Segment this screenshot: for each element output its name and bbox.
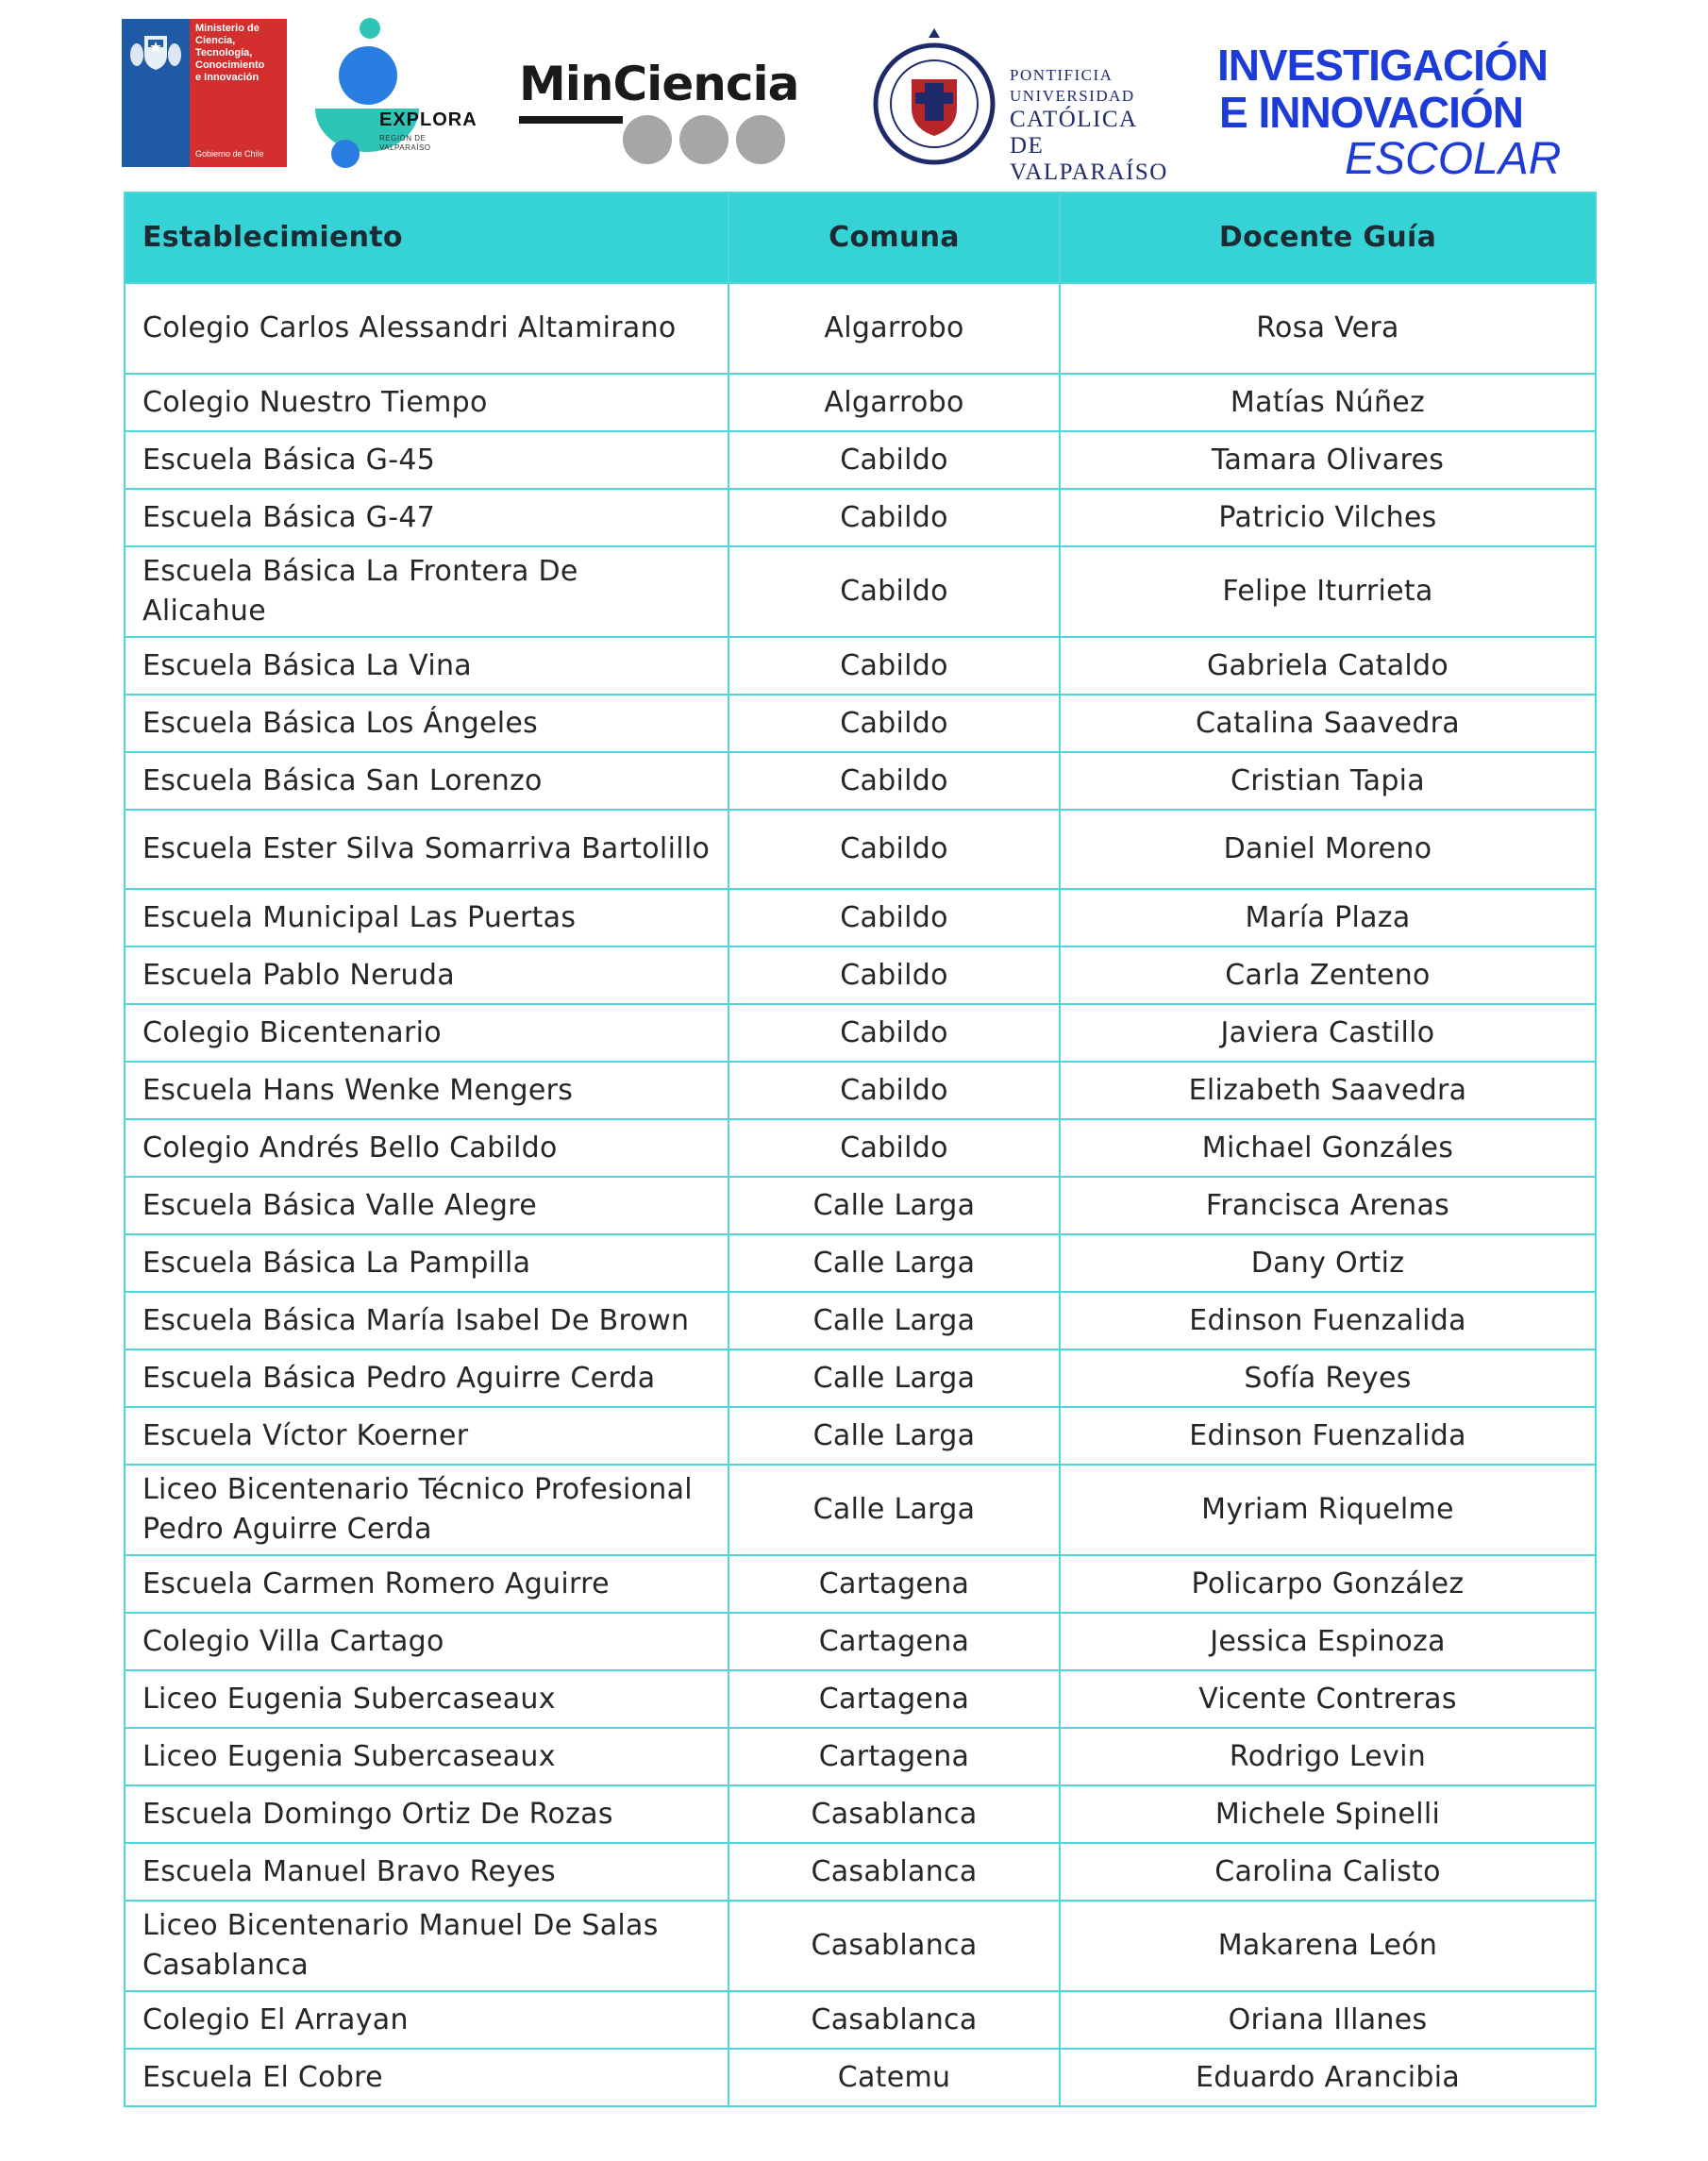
cell-establecimiento: Colegio Nuestro Tiempo	[125, 374, 728, 431]
cell-comuna: Cabildo	[728, 1119, 1060, 1177]
cell-docente: Felipe Iturrieta	[1060, 546, 1596, 637]
header-establecimiento: Establecimiento	[125, 193, 728, 283]
cell-docente: Edinson Fuenzalida	[1060, 1292, 1596, 1349]
table-row	[125, 1991, 1596, 2049]
cell-docente: Oriana Illanes	[1060, 1991, 1596, 2049]
pucv-line1: PONTIFICIA	[1010, 66, 1114, 84]
cell-comuna: Cabildo	[728, 889, 1060, 946]
cell-establecimiento: Colegio Andrés Bello Cabildo	[125, 1119, 728, 1177]
cell-establecimiento: Liceo Bicentenario Manuel De Salas Casablanca	[125, 1901, 728, 1991]
cell-comuna: Calle Larga	[728, 1234, 1060, 1292]
cell-establecimiento: Escuela Básica La Vina	[125, 637, 728, 695]
cell-comuna: Cartagena	[728, 1670, 1060, 1728]
cell-docente: Patricio Vilches	[1060, 489, 1596, 546]
cell-docente: Gabriela Cataldo	[1060, 637, 1596, 695]
header-docente: Docente Guía	[1060, 193, 1596, 283]
cell-docente: Dany Ortiz	[1060, 1234, 1596, 1292]
cell-establecimiento: Colegio Bicentenario	[125, 1004, 728, 1062]
table-row	[125, 1785, 1596, 1843]
cell-establecimiento: Escuela Domingo Ortiz De Rozas	[125, 1785, 728, 1843]
table-row	[125, 1407, 1596, 1465]
cell-establecimiento: Escuela Manuel Bravo Reyes	[125, 1843, 728, 1901]
pucv-line2: UNIVERSIDAD	[1010, 87, 1135, 105]
cell-docente: Tamara Olivares	[1060, 431, 1596, 489]
cell-establecimiento: Escuela Municipal Las Puertas	[125, 889, 728, 946]
cell-docente: Michael Gonzáles	[1060, 1119, 1596, 1177]
cell-docente: Eduardo Arancibia	[1060, 2049, 1596, 2106]
table-row	[125, 637, 1596, 695]
table-row	[125, 1119, 1596, 1177]
table-row	[125, 431, 1596, 489]
cell-comuna: Cabildo	[728, 431, 1060, 489]
iie-line1: INVESTIGACIÓN	[1217, 41, 1548, 90]
cell-comuna: Cabildo	[728, 810, 1060, 889]
header-comuna: Comuna	[728, 193, 1060, 283]
cell-docente: Rosa Vera	[1060, 283, 1596, 374]
cell-establecimiento: Escuela Básica Los Ángeles	[125, 695, 728, 752]
cell-comuna: Cabildo	[728, 695, 1060, 752]
cell-establecimiento: Escuela Básica Valle Alegre	[125, 1177, 728, 1234]
cell-comuna: Cabildo	[728, 752, 1060, 810]
table-row	[125, 1062, 1596, 1119]
cell-docente: Michele Spinelli	[1060, 1785, 1596, 1843]
cell-comuna: Casablanca	[728, 1785, 1060, 1843]
cell-establecimiento: Escuela Básica La Pampilla	[125, 1234, 728, 1292]
cell-docente: Rodrigo Levin	[1060, 1728, 1596, 1785]
cell-comuna: Cabildo	[728, 489, 1060, 546]
cell-establecimiento: Escuela Básica G-45	[125, 431, 728, 489]
cell-comuna: Cabildo	[728, 637, 1060, 695]
cell-establecimiento: Escuela Básica San Lorenzo	[125, 752, 728, 810]
cell-establecimiento: Liceo Eugenia Subercaseaux	[125, 1728, 728, 1785]
table-row	[125, 1613, 1596, 1670]
cell-establecimiento: Escuela El Cobre	[125, 2049, 728, 2106]
pucv-wordmark	[1010, 65, 1172, 186]
explora-name: EXPLORA	[379, 109, 477, 130]
cell-docente: Daniel Moreno	[1060, 810, 1596, 889]
table-row	[125, 1728, 1596, 1785]
cell-docente: Carolina Calisto	[1060, 1843, 1596, 1901]
cell-docente: Francisca Arenas	[1060, 1177, 1596, 1234]
cell-comuna: Calle Larga	[728, 1177, 1060, 1234]
cell-comuna: Cartagena	[728, 1728, 1060, 1785]
cell-establecimiento: Colegio El Arrayan	[125, 1991, 728, 2049]
minciencia-name: MinCiencia	[519, 57, 799, 111]
table-row	[125, 546, 1596, 637]
cell-establecimiento: Colegio Villa Cartago	[125, 1613, 728, 1670]
cell-establecimiento: Escuela Pablo Neruda	[125, 946, 728, 1004]
cell-docente: Edinson Fuenzalida	[1060, 1407, 1596, 1465]
table-row	[125, 489, 1596, 546]
cell-establecimiento: Escuela Básica G-47	[125, 489, 728, 546]
cell-establecimiento: Colegio Carlos Alessandri Altamirano	[125, 283, 728, 374]
table-row	[125, 2049, 1596, 2106]
table-row	[125, 752, 1596, 810]
cell-comuna: Calle Larga	[728, 1407, 1060, 1465]
cell-comuna: Cartagena	[728, 1555, 1060, 1613]
cell-docente: Myriam Riquelme	[1060, 1465, 1596, 1555]
cell-establecimiento: Escuela Básica Pedro Aguirre Cerda	[125, 1349, 728, 1407]
schools-table	[124, 192, 1597, 2107]
minciencia-circles-icon	[517, 57, 800, 165]
pucv-line4: VALPARAÍSO	[1010, 159, 1168, 185]
table-row	[125, 1004, 1596, 1062]
cell-comuna: Casablanca	[728, 1991, 1060, 2049]
cell-comuna: Cabildo	[728, 1004, 1060, 1062]
cell-docente: Jessica Espinoza	[1060, 1613, 1596, 1670]
table-row	[125, 1555, 1596, 1613]
cell-comuna: Catemu	[728, 2049, 1060, 2106]
cell-establecimiento: Escuela Ester Silva Somarriva Bartolillo	[125, 810, 728, 889]
table-row	[125, 1901, 1596, 1991]
cell-comuna: Cabildo	[728, 546, 1060, 637]
cell-comuna: Cabildo	[728, 1062, 1060, 1119]
explora-subtitle: REGIÓN DE VALPARAÍSO	[379, 134, 431, 152]
ministerio-logo	[122, 19, 287, 167]
cell-comuna: Casablanca	[728, 1843, 1060, 1901]
explora-logo	[311, 17, 486, 168]
table-row	[125, 1234, 1596, 1292]
cell-establecimiento: Escuela Carmen Romero Aguirre	[125, 1555, 728, 1613]
cell-docente: Matías Núñez	[1060, 374, 1596, 431]
cell-docente: Carla Zenteno	[1060, 946, 1596, 1004]
table-row	[125, 374, 1596, 431]
table-row	[125, 1465, 1596, 1555]
table-row	[125, 810, 1596, 889]
pucv-logo	[870, 25, 1172, 185]
chile-crest-icon	[127, 26, 184, 77]
cell-docente: Policarpo González	[1060, 1555, 1596, 1613]
gobierno-text: Gobierno de Chile	[195, 149, 264, 159]
table-row	[125, 695, 1596, 752]
cell-docente: María Plaza	[1060, 889, 1596, 946]
cell-docente: Cristian Tapia	[1060, 752, 1596, 810]
cell-comuna: Algarrobo	[728, 283, 1060, 374]
cell-comuna: Casablanca	[728, 1901, 1060, 1991]
iie-line2: E INNOVACIÓN	[1219, 88, 1523, 137]
cell-establecimiento: Liceo Eugenia Subercaseaux	[125, 1670, 728, 1728]
table-body	[125, 283, 1596, 2106]
cell-establecimiento: Liceo Bicentenario Técnico Profesional Pedro Aguirre Cerda	[125, 1465, 728, 1555]
cell-docente: Elizabeth Saavedra	[1060, 1062, 1596, 1119]
pucv-seal-icon	[870, 25, 1002, 176]
cell-docente: Makarena León	[1060, 1901, 1596, 1991]
cell-establecimiento: Escuela Víctor Koerner	[125, 1407, 728, 1465]
cell-establecimiento: Escuela Hans Wenke Mengers	[125, 1062, 728, 1119]
table-row	[125, 283, 1596, 374]
cell-comuna: Algarrobo	[728, 374, 1060, 431]
cell-docente: Catalina Saavedra	[1060, 695, 1596, 752]
cell-establecimiento: Escuela Básica María Isabel De Brown	[125, 1292, 728, 1349]
table-row	[125, 1349, 1596, 1407]
cell-comuna: Calle Larga	[728, 1465, 1060, 1555]
table-row	[125, 1843, 1596, 1901]
cell-docente: Vicente Contreras	[1060, 1670, 1596, 1728]
cell-docente: Sofía Reyes	[1060, 1349, 1596, 1407]
iie-line3: ESCOLAR	[1345, 134, 1562, 184]
cell-comuna: Cabildo	[728, 946, 1060, 1004]
ministerio-text: Ministerio de Ciencia, Tecnología, Conocimiento e Innovación	[195, 23, 265, 83]
table-row	[125, 889, 1596, 946]
cell-docente: Javiera Castillo	[1060, 1004, 1596, 1062]
table-row	[125, 1292, 1596, 1349]
table-row	[125, 1177, 1596, 1234]
table-row	[125, 946, 1596, 1004]
cell-comuna: Cartagena	[728, 1613, 1060, 1670]
table-header-row	[125, 193, 1596, 283]
investigacion-innovacion-logo	[1217, 41, 1599, 184]
table-row	[125, 1670, 1596, 1728]
cell-comuna: Calle Larga	[728, 1292, 1060, 1349]
schools-table-wrapper	[124, 192, 1595, 2107]
cell-comuna: Calle Larga	[728, 1349, 1060, 1407]
pucv-line3: CATÓLICA DE	[1010, 107, 1137, 159]
minciencia-logo	[517, 57, 800, 165]
cell-establecimiento: Escuela Básica La Frontera De Alicahue	[125, 546, 728, 637]
